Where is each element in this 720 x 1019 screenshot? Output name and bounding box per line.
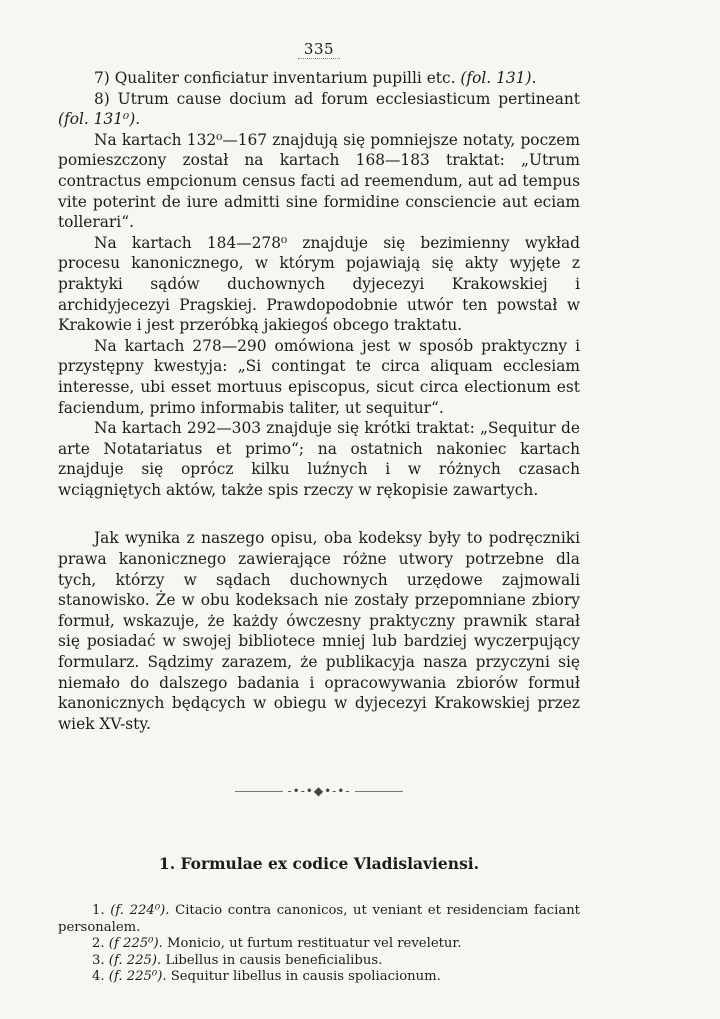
paragraph-conclusion: Jak wynika z naszego opisu, oba kodeksy były to podręczniki prawa kanonicznego zawierające różne utwory potrzebne dla tych, którzy w sądach duchownych urzędowe zajmowali stanowisko. Że w obu kodeksach nie zostały przepomniane zbiory formuł, wskazuje, że każdy ówczesny praktyczny prawnik starał się posiadać w swojej bibliotece mniej lub bardziej wyczerpujący formularz. Sądzimy zarazem, że publikacyja nasza przyczyni się niemało do dalszego badania i opracowywania zbiorów formuł kanonicznych będących w obiegu w dyjecezyi Krakowskiej przez wiek XV-sty. (58, 529, 580, 733)
formula-entry (58, 969, 580, 985)
entry-text: Sequitur libellus in causis spoliacionum. (166, 969, 441, 985)
paragraph-karty-292: Na kartach 292—303 znajduje się krótki traktat: „Sequitur de arte Notatariatus et primo“; na ostatnich nakoniec kartach znajduje się oprócz kilku luźnych i w różnych czasach wciągniętych aktów, także spis rzeczy w rękopisie zawartych. (58, 419, 580, 499)
paragraph-karty-184: Na kartach 184—278⁰ znajduje się bezimienny wykład procesu kanonicznego, w którym pojawiają się akty wyjęte z praktyki sądów duchownych dyjecezyi Krakowskiej i archidyjecezyi Pragskiej. Prawdopodobnie utwór ten powstał w Krakowie i jest przeróbką jakiegoś obcego traktatu. (58, 233, 580, 335)
paragraph-karty-132: Na kartach 132⁰—167 znajdują się pomniejsze notaty, poczem pomieszczony został na kartach 168—183 traktat: „Utrum contractus empcionum census facti ad reemendum, aut ad tempus vite poterint de iure admitti sine formidine consciencie aut eciam tollerari“. (58, 130, 580, 232)
entry-number: 3. (92, 952, 105, 968)
ornament-glyphs: -•-•◆•-•- (287, 784, 351, 799)
formula-entry (58, 953, 580, 969)
item-7-text: 7) Qualiter conficiatur inventarium pupilli etc. (94, 69, 461, 87)
entry-folio: (f. 225). (108, 952, 162, 968)
formula-entry (58, 903, 580, 936)
paragraph-item-7 (58, 68, 580, 89)
paragraph-gap (58, 500, 580, 528)
main-text (58, 68, 580, 734)
formula-list (58, 903, 580, 985)
entry-folio: (f 225⁰). (108, 936, 163, 952)
ornament-line-right (355, 791, 403, 792)
entry-number: 4. (92, 969, 105, 985)
item-8-ref: (fol. 131⁰). (58, 110, 141, 129)
ornament-divider (58, 784, 580, 798)
paragraph-item-8 (58, 89, 580, 130)
book-page (58, 40, 580, 985)
entry-folio: (f. 225⁰). (108, 969, 167, 985)
page-number (58, 40, 580, 58)
paragraph-karty-278: Na kartach 278—290 omówiona jest w sposób praktyczny i przystępny kwestyja: „Si contingat te circa aliquam ecclesiam interesse, ubi esset mortuus episcopus, sicut circa electionum est faciendum, primo informabis taliter, ut sequitur“. (58, 336, 580, 417)
entry-text: Libellus in causis beneficialibus. (161, 952, 383, 968)
item-8-text: 8) Utrum cause docium ad forum ecclesiasticum pertineant (94, 89, 580, 108)
page-number-text: 335 (298, 40, 340, 59)
entry-folio: (f. 224⁰). (110, 903, 170, 919)
formula-entry (58, 936, 580, 952)
item-7-ref: (fol. 131). (460, 69, 537, 87)
entry-text: Monicio, ut furtum restituatur vel reveletur. (162, 936, 462, 952)
entry-text: Citacio contra canonicos, ut veniant et residenciam faciant personalem. (58, 903, 580, 935)
entry-number: 2. (92, 936, 105, 952)
entry-number: 1. (92, 903, 105, 919)
ornament-line-left (235, 791, 283, 792)
section-title: 1. Formulae ex codice Vladislaviensi. (158, 854, 480, 874)
